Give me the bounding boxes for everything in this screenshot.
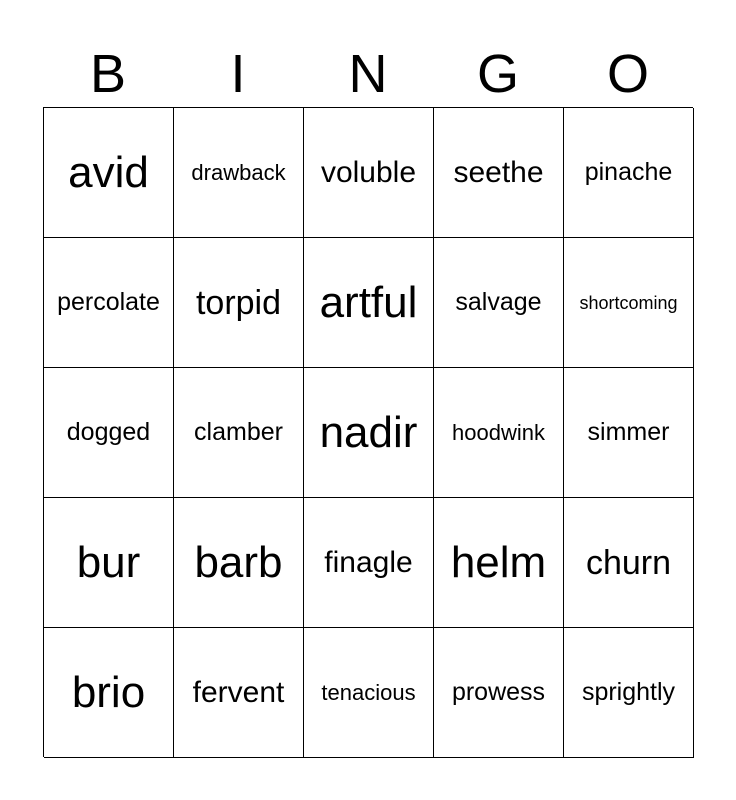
bingo-cell[interactable]: bur xyxy=(44,498,174,628)
bingo-cell[interactable]: seethe xyxy=(434,108,564,238)
bingo-cell[interactable]: nadir xyxy=(304,368,434,498)
header-letter-o: O xyxy=(606,44,649,104)
bingo-cell[interactable]: percolate xyxy=(44,238,174,368)
bingo-cell[interactable]: dogged xyxy=(44,368,174,498)
bingo-cell[interactable]: drawback xyxy=(174,108,304,238)
bingo-cell[interactable]: avid xyxy=(44,108,174,238)
header-letter-g: G xyxy=(476,44,519,104)
bingo-cell[interactable]: churn xyxy=(564,498,694,628)
header-letter-b: B xyxy=(89,44,127,104)
bingo-cell[interactable]: prowess xyxy=(434,628,564,758)
bingo-cell[interactable]: salvage xyxy=(434,238,564,368)
bingo-cell[interactable]: brio xyxy=(44,628,174,758)
bingo-cell[interactable]: artful xyxy=(304,238,434,368)
bingo-cell[interactable]: clamber xyxy=(174,368,304,498)
bingo-cell[interactable]: pinache xyxy=(564,108,694,238)
bingo-cell[interactable]: simmer xyxy=(564,368,694,498)
bingo-cell[interactable]: finagle xyxy=(304,498,434,628)
bingo-cell[interactable]: sprightly xyxy=(564,628,694,758)
bingo-header xyxy=(43,40,693,108)
bingo-cell[interactable]: helm xyxy=(434,498,564,628)
bingo-cell[interactable]: voluble xyxy=(304,108,434,238)
bingo-cell[interactable]: fervent xyxy=(174,628,304,758)
bingo-cell[interactable]: barb xyxy=(174,498,304,628)
bingo-cell[interactable]: shortcoming xyxy=(564,238,694,368)
bingo-cell[interactable]: torpid xyxy=(174,238,304,368)
header-letter-n: N xyxy=(348,44,388,104)
header-letter-i: I xyxy=(230,44,246,104)
bingo-card xyxy=(43,107,693,757)
bingo-cell[interactable]: hoodwink xyxy=(434,368,564,498)
bingo-cell[interactable]: tenacious xyxy=(304,628,434,758)
